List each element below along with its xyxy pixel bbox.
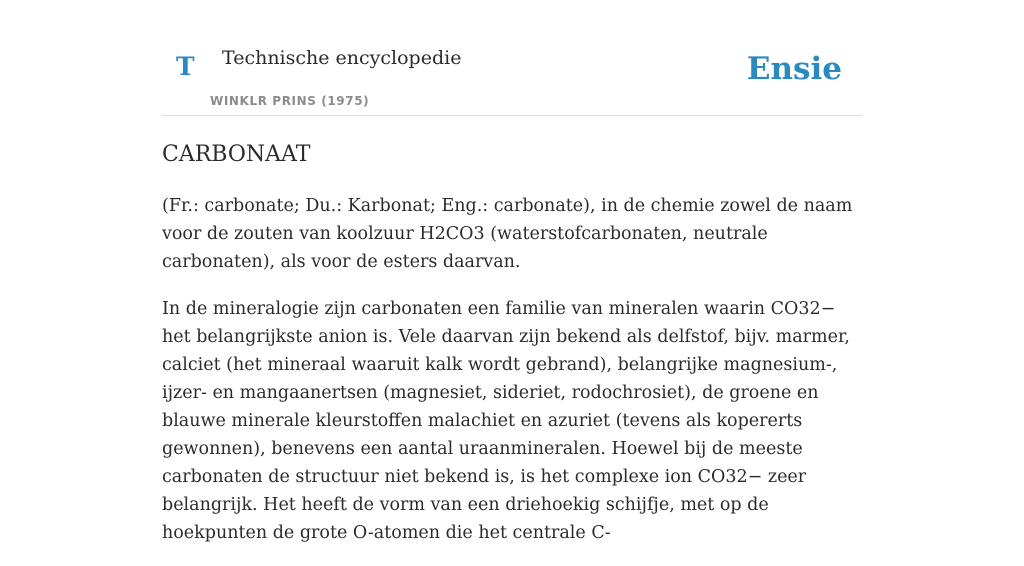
source-label: WINKLR PRINS (1975) [210, 94, 370, 108]
brand-logo[interactable]: Ensie [746, 51, 842, 87]
site-header [162, 0, 862, 116]
site-title[interactable]: Technische encyclopedie [222, 47, 462, 69]
page [162, 0, 862, 543]
article-paragraph: In de mineralogie zijn carbonaten een familie van mineralen waarin CO32− het belangrijkste anion is. Vele daarvan zijn bekend als delfstof, bijv. marmer, calciet (het mineraal waaruit kalk wordt gebrand), belangrijke magnesium-, ijzer- en mangaanertsen (magnesiet, sideriet, rodochrosiet), de groene en blauwe minerale kleurstoffen malachiet en azuriet (tevens als kopererts gewonnen), benevens een aantal uraanmineralen. Hoewel bij de meeste carbonaten de structuur niet bekend is, is het complexe ion CO32− zeer belangrijk. Het heeft de vorm van een driehoekig schijfje, met op de hoekpunten de grote O-atomen die het centrale C- [162, 299, 850, 543]
site-logo-icon[interactable]: T [176, 52, 195, 81]
article-title: CARBONAAT [162, 142, 311, 167]
article-body [162, 192, 862, 566]
article-paragraph: (Fr.: carbonate; Du.: Karbonat; Eng.: carbonate), in de chemie zowel de naam voor de zouten van koolzuur H2CO3 (waterstofcarbonaten, neutrale carbonaten), als voor de esters daarvan. [162, 196, 853, 272]
